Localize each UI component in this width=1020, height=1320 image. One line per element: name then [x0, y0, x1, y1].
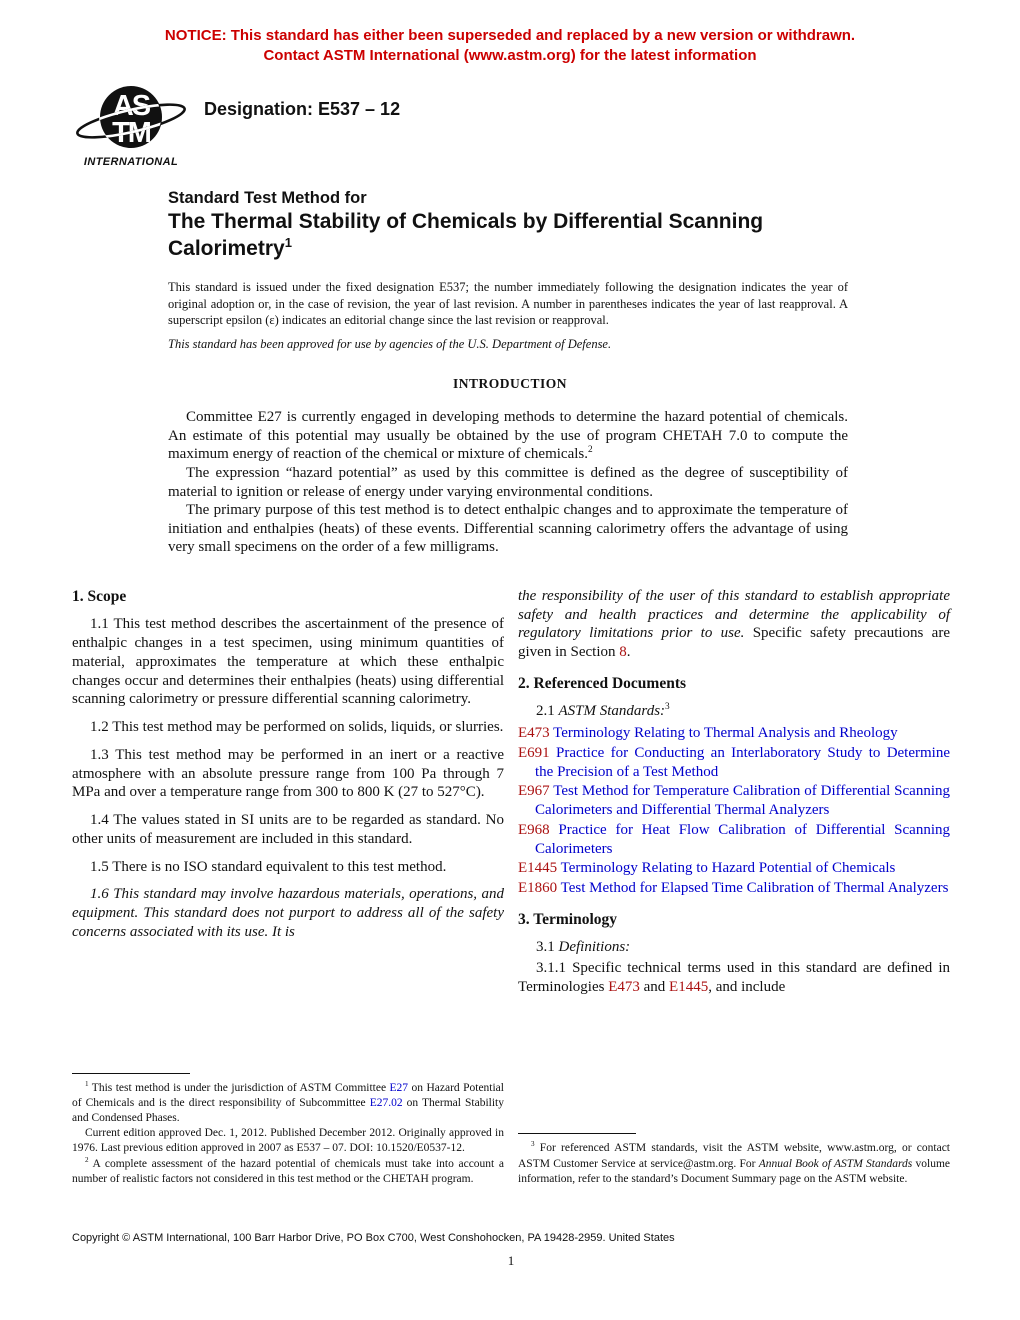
page-title: The Thermal Stability of Chemicals by Differential Scanning Calorimetry$^1$	[168, 209, 764, 260]
copyright-line: Copyright © ASTM International, 100 Barr Harbor Drive, PO Box C700, West Conshohocken, PA 19428-2959. United States	[72, 1232, 675, 1244]
svg-text:TM: TM	[112, 117, 150, 149]
referenced-documents-heading: 2. Referenced Documents	[518, 674, 687, 692]
svg-text:AS: AS	[112, 90, 150, 122]
reference-item[interactable]	[518, 859, 950, 878]
committee-e27-link[interactable]: E27	[389, 1081, 409, 1094]
page-footer	[72, 1232, 950, 1269]
footnote-separator	[72, 1073, 190, 1074]
intro-paragraph-2: The expression “hazard potential” as used by this committee is defined as the degree of susceptibility of material to ignition or release of energy under varying environmental conditions.	[168, 464, 848, 500]
title-block	[0, 168, 1020, 262]
scope-item-1-6: 1.6 This standard may involve hazardous materials, operations, and equipment. This standard does not purport to address all of the safety concerns associated with its use. It is	[72, 886, 504, 940]
reference-item[interactable]	[518, 879, 950, 898]
reference-title-link[interactable]: Practice for Conducting an Interlaboratory Study to Determine the Precision of a Test Method	[535, 744, 950, 780]
scope-1-6-continuation: the responsibility of the user of this standard to establish appropriate safety and health practices and determine the applicability of regulatory limitations prior to use. Specific safety precautions are given in Section 8.	[518, 587, 950, 661]
dod-approval-note: This standard has been approved for use by agencies of the U.S. Department of Defense.	[168, 337, 612, 352]
reference-code-link[interactable]: E691	[518, 744, 550, 761]
notice-line-1: NOTICE: This standard has either been superseded and replaced by a new version or withdrawn.	[164, 27, 856, 44]
reference-title-link[interactable]: Test Method for Elapsed Time Calibration of Thermal Analyzers	[557, 880, 949, 896]
superseded-notice	[0, 26, 1020, 65]
page-number: 1	[507, 1253, 515, 1268]
terminology-heading: 3. Terminology	[518, 910, 618, 928]
e473-link[interactable]: E473	[608, 978, 640, 995]
standards-footnote-ref-3: 3	[665, 702, 670, 713]
reference-code-link[interactable]: E1445	[518, 860, 558, 877]
left-footnotes	[72, 1063, 504, 1187]
section-8-link[interactable]: 8	[619, 644, 627, 661]
introduction-heading: INTRODUCTION	[452, 376, 567, 392]
document-header	[0, 65, 1020, 168]
reference-title-link[interactable]: Practice for Heat Flow Calibration of Differential Scanning Calorimeters	[535, 821, 950, 857]
para-3-1-1: 3.1.1 Specific technical terms used in this standard are defined in Terminologies E473 and E1445, and include	[518, 959, 950, 995]
definitions-subheading: 3.1 Definitions:	[536, 939, 631, 956]
edition-note: Current edition approved Dec. 1, 2012. Published December 2012. Originally approved in 1976. Last previous edition approved in 2007 as E537 – 07. DOI: 10.1520/E0537-12.	[72, 1127, 504, 1155]
scope-item-1-1: 1.1 This test method describes the ascertainment of the presence of enthalpic changes in a test specimen, using minimum quantities of material, approximates the temperature at which these enthalpic changes occur and determines their enthalpies (heats) using differential scanning calorimetry or pressure differential scanning calorimetry.	[72, 616, 504, 708]
designation-label: Designation: E537 – 12	[204, 99, 401, 119]
reference-title-link[interactable]: Test Method for Temperature Calibration of Differential Scanning Calorimeters and Differential Thermal Analyzers	[535, 783, 950, 818]
reference-title-link[interactable]: Terminology Relating to Thermal Analysis and Rheology	[549, 725, 898, 741]
subcommittee-e27-02-link[interactable]: E27.02	[369, 1096, 403, 1109]
footnote-3: $^3$ For referenced ASTM standards, visit the ASTM website, www.astm.org, or contact ASTM Customer Service at service@astm.org. For Annual Book of ASTM Standards volume information, refer to the standard’s Document Summary page on the ASTM website.	[518, 1140, 950, 1185]
scope-item-1-2: 1.2 This test method may be performed on solids, liquids, or slurries.	[90, 719, 504, 735]
two-column-body	[0, 587, 1020, 1187]
footnote-separator	[518, 1133, 636, 1134]
reference-item[interactable]	[518, 821, 950, 859]
scope-item-1-5: 1.5 There is no ISO standard equivalent to this test method.	[90, 858, 447, 875]
title-eyebrow: Standard Test Method for	[168, 189, 367, 207]
notice-line-2: Contact ASTM International (www.astm.org) for the latest information	[263, 46, 757, 64]
right-column	[518, 587, 950, 1187]
references-list	[518, 723, 950, 898]
scope-heading: 1. Scope	[72, 587, 127, 605]
astm-logo-subtitle: INTERNATIONAL	[83, 156, 179, 168]
scope-item-1-4: 1.4 The values stated in SI units are to be regarded as standard. No other units of measurement are included in this standard.	[72, 812, 504, 847]
intro-paragraph-1: Committee E27 is currently engaged in developing methods to determine the hazard potential of chemicals. An estimate of this potential may usually be obtained by the use of program CHETAH 7.0 to compute the maximum energy of reaction of the chemical or mixture of chemicals.$^2$	[168, 409, 848, 463]
title-footnote-ref: 1	[284, 234, 292, 250]
footnote-1: $^1$ This test method is under the jurisdiction of ASTM Committee E27 on Hazard Potential of Chemicals and is the direct responsibility of Subcommittee E27.02 on Thermal Stability and Condensed Phases.	[72, 1079, 504, 1125]
reference-code-link[interactable]: E473	[518, 725, 550, 741]
astm-standards-subheading: 2.1 ASTM Standards:$^3$	[536, 702, 670, 720]
intro-paragraph-3: The primary purpose of this test method is to detect enthalpic changes and to approximate the temperature of initiation and enthalpies (heats) of these events. Differential scanning calorimetry offers the advantage of using very small specimens on the order of a few milligrams.	[168, 502, 848, 556]
scope-item-1-3: 1.3 This test method may be performed in an inert or a reactive atmosphere with an absolute pressure range from 100 Pa through 7 MPa and over a temperature range from 300 to 800 K (27 to 527°C).	[72, 746, 504, 801]
astm-logo	[72, 81, 190, 168]
reference-title-link[interactable]: Terminology Relating to Hazard Potential of Chemicals	[557, 860, 896, 877]
reference-item[interactable]	[518, 782, 950, 820]
reference-item[interactable]	[518, 724, 950, 743]
introduction-body	[168, 408, 848, 557]
reference-item[interactable]	[518, 744, 950, 782]
e1445-link[interactable]: E1445	[669, 978, 709, 995]
reference-code-link[interactable]: E967	[518, 783, 550, 800]
footnote-2: $^2$ A complete assessment of the hazard potential of chemicals must take into account a number of realistic factors not considered in this test method or the CHETAH program.	[72, 1155, 504, 1185]
right-footnotes	[518, 1123, 950, 1187]
intro-footnote-ref-2: 2	[588, 445, 593, 456]
astm-globe-icon	[73, 81, 189, 155]
reference-code-link[interactable]: E1860	[518, 880, 558, 896]
issue-note: This standard is issued under the fixed designation E537; the number immediately following the designation indicates the year of original adoption or, in the case of revision, the year of last revision. A number in parentheses indicates the year of last reapproval. A superscript epsilon (ε) indicates an editorial change since the last revision or reapproval.	[168, 280, 848, 327]
reference-code-link[interactable]: E968	[518, 821, 550, 838]
left-column	[72, 587, 504, 1187]
